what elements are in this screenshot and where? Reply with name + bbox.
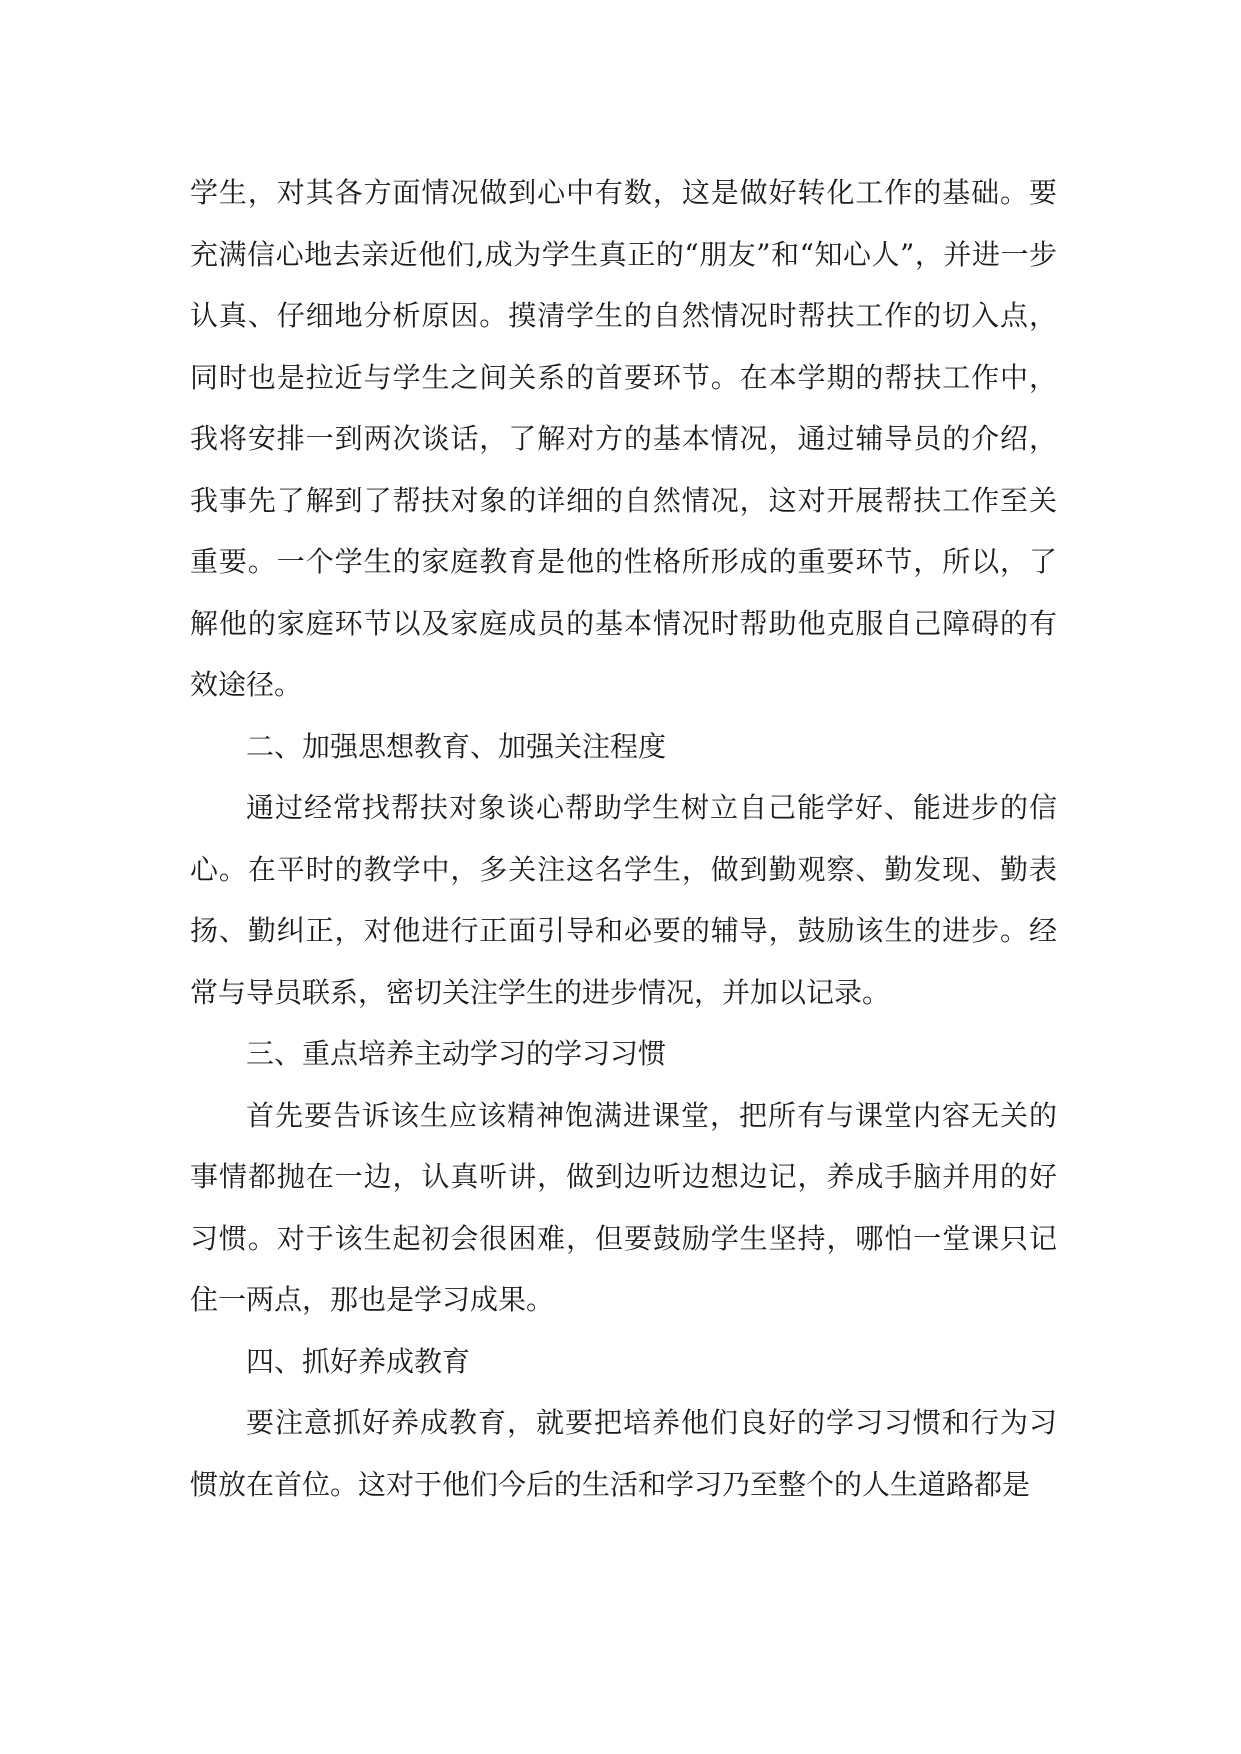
section-heading-2: 二、加强思想教育、加强关注程度 xyxy=(246,729,667,763)
paragraph-continued: 学生，对其各方面情况做到心中有数，这是做好转化工作的基础。要充满信心地去亲近他们,成为学生真正的“朋友”和“知心人”，并进一步认真、仔细地分析原因。摸清学生的自然情况时帮扶工作的切入点，同时也是拉近与学生之间关系的首要环节。在本学期的帮扶工作中，我将安排一到两次谈话，了解对方的基本情况，通过辅导员的介绍，我事先了解到了帮扶对象的详细的自然情况，这对开展帮扶工作至关重要。一个学生的家庭教育是他的性格所形成的重要环节，所以，了解他的家庭环节以及家庭成员的基本情况时帮助他克服自己障碍的有效途径。 xyxy=(190,176,1057,701)
paragraph: 通过经常找帮扶对象谈心帮助学生树立自己能学好、能进步的信心。在平时的教学中，多关注这名学生，做到勤观察、勤发现、勤表扬、勤纠正，对他进行正面引导和必要的辅导，鼓励该生的进步。经常与导员联系，密切关注学生的进步情况，并加以记录。 xyxy=(190,791,1057,1009)
section-heading-3: 三、重点培养主动学习的学习习惯 xyxy=(246,1037,667,1070)
section-heading-4: 四、抓好养成教育 xyxy=(246,1344,471,1378)
paragraph: 要注意抓好养成教育，就要把培养他们良好的学习习惯和行为习惯放在首位。这对于他们今后的生活和学习乃至整个的人生道路都是 xyxy=(190,1406,1057,1501)
document-body xyxy=(190,162,1057,1515)
paragraph: 首先要告诉该生应该精神饱满进课堂，把所有与课堂内容无关的事情都抛在一边，认真听讲，做到边听边想边记，养成手脑并用的好习惯。对于该生起初会很困难，但要鼓励学生坚持，哪怕一堂课只记住一两点，那也是学习成果。 xyxy=(190,1098,1057,1316)
